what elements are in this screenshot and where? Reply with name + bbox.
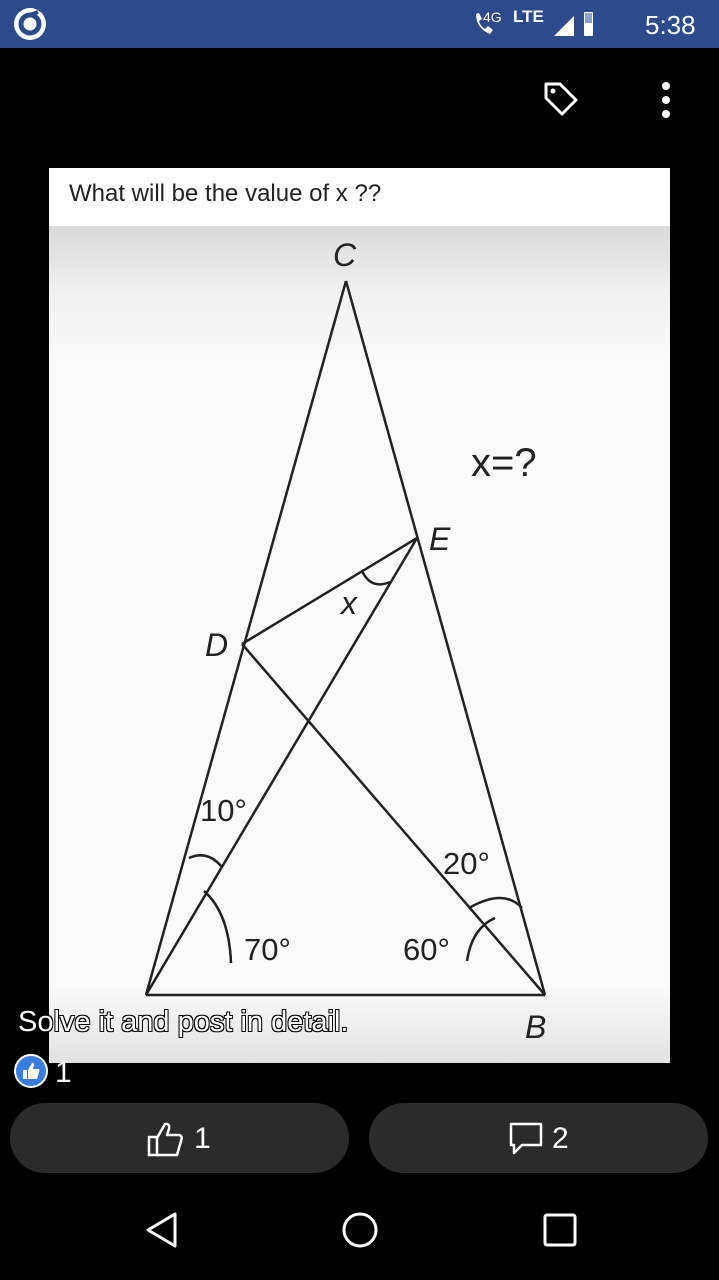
line-cb	[346, 281, 545, 995]
reaction-count: 1	[55, 1056, 72, 1089]
back-icon[interactable]	[143, 1210, 179, 1250]
label-d: D	[205, 627, 229, 663]
signal-icon	[554, 16, 574, 36]
clock: 5:38	[645, 10, 696, 40]
label-e: E	[429, 521, 451, 557]
thumbs-up-icon	[146, 1120, 186, 1158]
tag-icon[interactable]	[540, 78, 580, 118]
angle-60: 60°	[403, 932, 450, 967]
label-c: C	[333, 237, 357, 273]
geometry-figure	[49, 168, 670, 1063]
more-vert-icon[interactable]	[652, 78, 680, 122]
like-count: 1	[194, 1122, 211, 1155]
angle-10: 10°	[200, 793, 247, 828]
navigation-bar	[0, 1180, 719, 1280]
app-logo-icon	[14, 8, 46, 40]
like-button[interactable]	[10, 1103, 349, 1173]
recents-icon[interactable]	[542, 1210, 578, 1250]
arc-70	[204, 891, 231, 963]
post-caption: Solve it and post in detail.	[18, 1006, 349, 1038]
network-type: 4G	[483, 9, 502, 25]
comment-icon	[507, 1120, 545, 1158]
arc-20	[469, 898, 522, 908]
post-title: What will be the value of x ??	[69, 180, 382, 207]
label-question: x=?	[471, 441, 537, 485]
line-ac	[146, 281, 346, 995]
comment-count: 2	[552, 1122, 569, 1155]
comment-button[interactable]	[369, 1103, 708, 1173]
status-bar	[0, 0, 719, 48]
home-icon[interactable]	[340, 1210, 380, 1250]
like-reaction-icon[interactable]	[14, 1054, 48, 1088]
post-card[interactable]	[49, 168, 670, 1063]
label-x: x	[341, 585, 357, 621]
line-de	[242, 538, 417, 644]
line-ae	[146, 538, 417, 995]
arc-60	[467, 918, 495, 961]
angle-20: 20°	[443, 846, 490, 881]
arc-10	[189, 855, 221, 866]
lte-indicator: LTE	[513, 7, 544, 26]
label-b: B	[525, 1009, 547, 1045]
angle-70: 70°	[244, 932, 291, 967]
arc-x	[362, 571, 390, 584]
